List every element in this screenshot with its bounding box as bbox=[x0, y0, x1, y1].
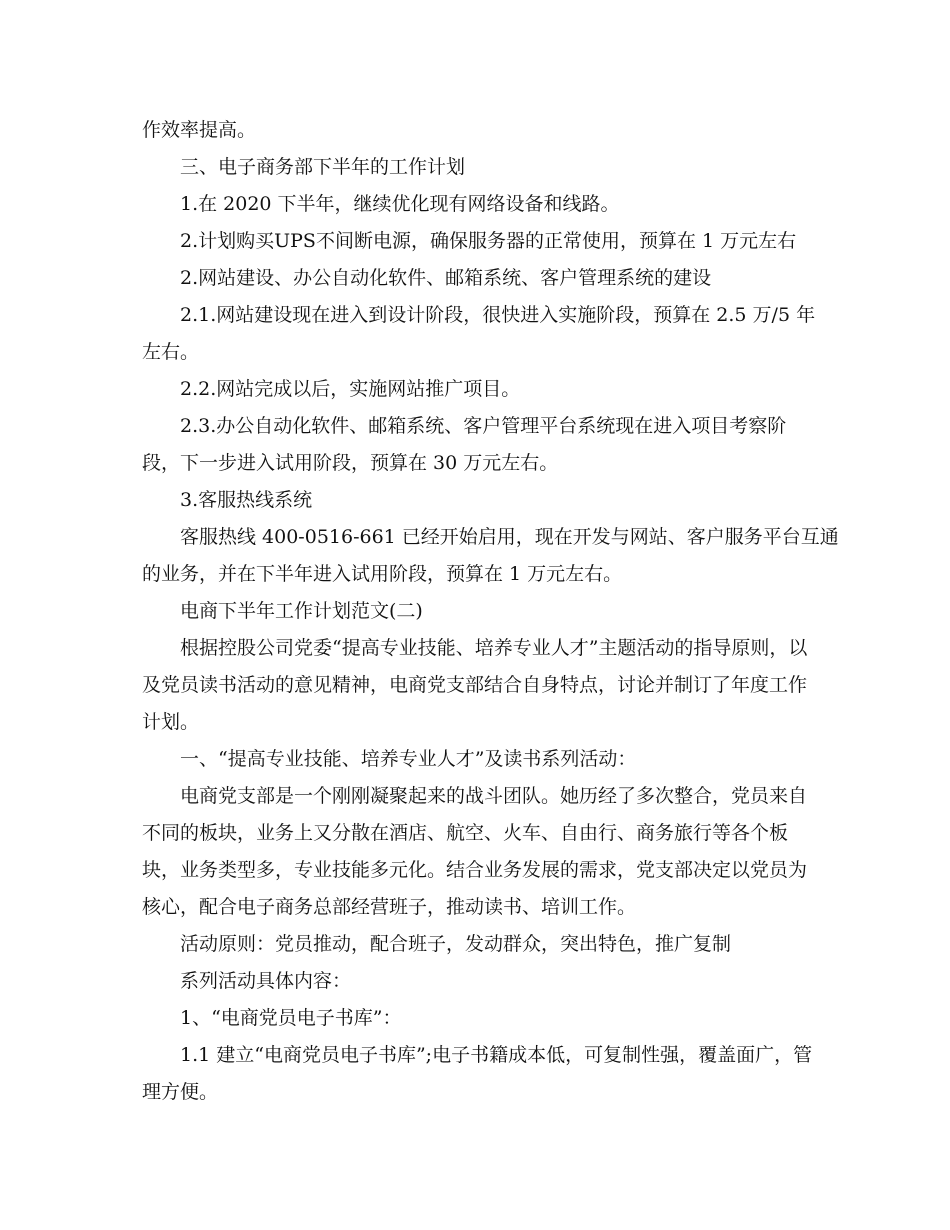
text-line: 理方便。 bbox=[142, 1081, 219, 1103]
text-line: 作效率提高。 bbox=[142, 119, 257, 141]
text-line: 根据控股公司党委“提高专业技能、培养专业人才”主题活动的指导原则，以 bbox=[180, 637, 808, 659]
text-line: 2.3.办公自动化软件、邮箱系统、客户管理平台系统现在进入项目考察阶 bbox=[180, 415, 787, 437]
text-line: 2.1.网站建设现在进入到设计阶段，很快进入实施阶段，预算在 2.5 万/5 年 bbox=[180, 304, 816, 326]
text-line: 1.1 建立“电商党员电子书库”;电子书籍成本低，可复制性强，覆盖面广，管 bbox=[180, 1044, 813, 1066]
text-line: 的业务，并在下半年进入试用阶段，预算在 1 万元左右。 bbox=[142, 563, 623, 585]
text-line: 2.计划购买UPS不间断电源，确保服务器的正常使用，预算在 1 万元左右 bbox=[180, 230, 797, 252]
text-line: 活动原则：党员推动，配合班子，发动群众，突出特色，推广复制 bbox=[180, 933, 732, 955]
text-line: 及党员读书活动的意见精神，电商党支部结合自身特点，讨论并制订了年度工作 bbox=[142, 674, 808, 696]
document-body bbox=[142, 112, 839, 1111]
text-line: 计划。 bbox=[142, 711, 200, 733]
text-line: 不同的板块，业务上又分散在酒店、航空、火车、自由行、商务旅行等各个板 bbox=[142, 822, 789, 844]
text-line: 左右。 bbox=[142, 341, 200, 363]
text-line: 三、电子商务部下半年的工作计划 bbox=[180, 156, 466, 178]
text-line: 电商党支部是一个刚刚凝聚起来的战斗团队。她历经了多次整合，党员来自 bbox=[180, 785, 808, 807]
text-line: 一、“提高专业技能、培养专业人才”及读书系列活动： bbox=[180, 748, 637, 770]
text-line: 3.客服热线系统 bbox=[180, 489, 313, 511]
text-line: 2.2.网站完成以后，实施网站推广项目。 bbox=[180, 378, 521, 400]
text-line: 2.网站建设、办公自动化软件、邮箱系统、客户管理系统的建设 bbox=[180, 267, 712, 289]
text-line: 段，下一步进入试用阶段，预算在 30 万元左右。 bbox=[142, 452, 559, 474]
text-line: 电商下半年工作计划范文(二) bbox=[180, 600, 423, 622]
text-line: 1.在 2020 下半年，继续优化现有网络设备和线路。 bbox=[180, 193, 620, 215]
text-line: 块，业务类型多，专业技能多元化。结合业务发展的需求，党支部决定以党员为 bbox=[142, 859, 808, 881]
text-line: 客服热线 400-0516-661 已经开始启用，现在开发与网站、客户服务平台互通 bbox=[180, 526, 839, 548]
text-line: 系列活动具体内容： bbox=[180, 970, 352, 992]
text-line: 核心，配合电子商务总部经营班子，推动读书、培训工作。 bbox=[142, 896, 637, 918]
text-line: 1、“电商党员电子书库”： bbox=[180, 1007, 402, 1029]
